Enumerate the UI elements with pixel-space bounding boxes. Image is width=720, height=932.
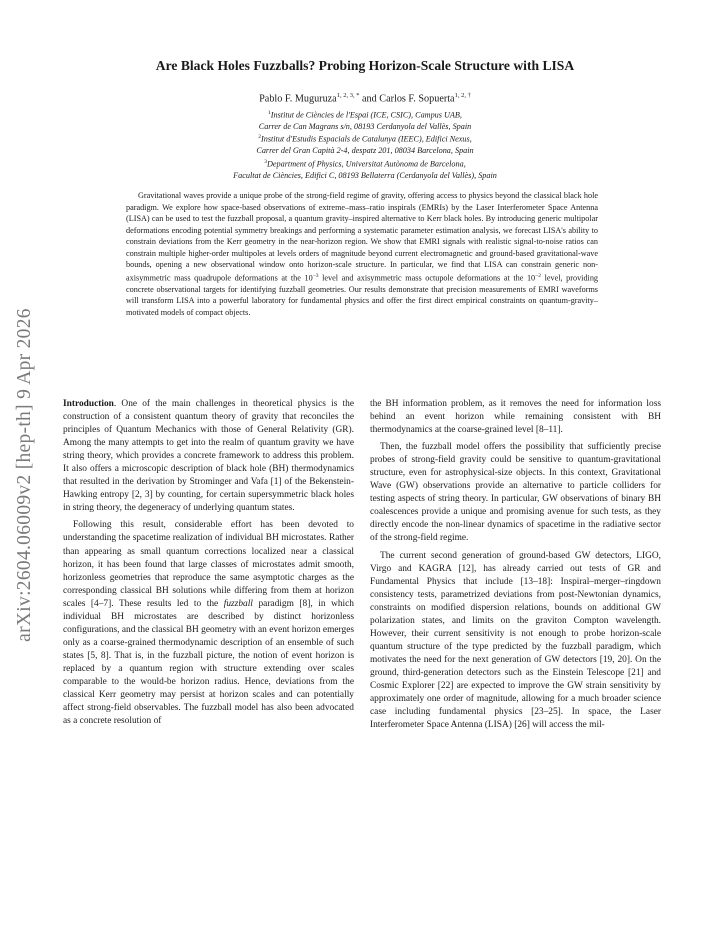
affiliation-line: Carrer de Can Magrans s/n, 08193 Cerdanyola del Vallès, Spain [258,122,472,132]
author-affiliation-marks: 1, 2, 3, * [336,92,360,99]
paragraph: the BH information problem, as it removes the need for information loss behind an event horizon while remaining consistent with BH thermodynamics at the coarse-grained level [8–11]. [370,399,661,436]
author-affiliation-marks: 1, 2, † [454,92,471,99]
right-column [370,398,661,732]
abstract-text: Gravitational waves provide a unique probe of the strong-field regime of gravity, offering access to physics beyond the classical black hole paradigm. We explore how space-based observations of extreme–mass–ratio inspirals (EMRIs) by the Laser Interferometer Space Antenna (LISA) can be used to test the fuzzball proposal, a quantum gravity–inspired alternative to Kerr black holes. By introducing generic multipolar deformations encoding potential symmetry breakings and performing a systematic parameter estimation analysis, we forecast LISA's ability to constrain deviations from the Kerr geometry in the near-horizon region. We show that EMRI signals with realistic signal-to-noise ratios can constrain multiple higher-order multipoles at levels orders of magnitude beyond current electromagnetic and ground-based gravitational-wave bounds, opening a new observational window onto horizon-scale structure. In particular, we find that LISA can constrain generic non-axisymmetric mass quadrupole deformations at the 10 [126,191,598,283]
abstract-text: level and axisymmetric mass octupole deformations at the 10 [318,273,536,283]
affiliation-line [60,108,670,121]
abstract-text: level, providing concrete observational targets for identifying fuzzball geometries. Our results demonstrate that precision measurements of EMRI waveforms will transform LISA into a powerful laboratory for fundamental physics and offer the first direct empirical constraints on quantum-gravity–motivated models of compact objects. [126,273,599,317]
paragraph-text: paradigm [8], in which individual BH microstates are described by distinct horizonless configurations, and the classical BH geometry with an event horizon emerges only as a coarse-grained thermodynamic description of an ensemble of such states [5, 8]. That is, in the fuzzball picture, the notion of event horizon is replaced by a quantum region with structure extending over scales comparable to the would-be horizon radius. Hence, deviations from the classical Kerr geometry may persist at horizon scales and can potentially affect strong-field observables. The fuzzball model has also been advocated as a concrete resolution of [63,598,354,727]
paragraph: Then, the fuzzball model offers the possibility that sufficiently precise probes of strong-field gravity could be sensitive to quantum-gravitational structure, even for astrophysical-size objects. In this context, Gravitational Wave (GW) observations provide an alternative to particle colliders for testing aspects of string theory. In particular, GW observations of binary BH coalescences provide a unique and promising avenue for such tests, as they directly encode the non-linear dynamics of spacetime in the radiative sector of the strong-field regime. [370,442,661,544]
affiliation-mark: 1 [268,110,271,116]
affiliation-mark: 2 [258,134,261,141]
section-heading: Introduction [63,399,114,409]
paragraph [63,519,354,728]
exponent: −2 [535,272,541,279]
arxiv-identifier-text: arXiv:2604.06009v2 [hep-th] 9 Apr 2026 [14,308,35,642]
paragraph-text: . One of the main challenges in theoretical physics is the construction of a consistent quantum theory of gravity that reconciles the principles of Quantum Mechanics with those of General Relativity (GR). Among the many attempts to get into the realm of quantum gravity we have string theory, which provides a concrete framework to address this problem. It also offers a microscopic description of black hole (BH) thermodynamics that resulted in the derivation by Strominger and Vafa [1] of the Bekenstein-Hawking entropy [2, 3] by counting, for certain supersymmetric black holes in string theory, the degeneracy of underlying quantum states. [63,399,354,514]
affiliation-text: Institut de Ciències de l'Espai (ICE, CSIC), Campus UAB, [270,110,462,120]
paragraph: The current second generation of ground-based GW detectors, LIGO, Virgo and KAGRA [12], has already carried out tests of GR and Fundamental Physics that include [13–18]: Inspiral–merger–ringdown consistency tests, parametrized deviations from post-Newtonian dynamics, constraints on modified dispersion relations, bounds on additional GW polarization states, and limits on the graviton Compton wavelength. However, their current sensitivity is not enough to probe horizon-scale quantum structure of the type predicted by the fuzzball paradigm, which motivates the need for the next generation of GW detectors [19, 20]. On the ground, third-generation detectors such as the Einstein Telescope [21] and Cosmic Explorer [22] are expected to improve the GW strain sensitivity by approximately one order of magnitude, allowing for a much broader science case including fundamental physics [23–25]. In space, the Laser Interferometer Space Antenna (LISA) [26] will access the mil- [370,550,661,731]
paragraph-text: Following this result, considerable effort has been devoted to understanding the spacetime realization of individual BH microstates. Rather than appearing as small quantum corrections localized near a classical horizon, it has been found that large classes of microstates admit smooth, horizonless geometries that reproduce the same asymptotic charges as the corresponding classical BH solutions while differing from them at horizon scales [4–7]. These results led to the [63,520,354,609]
author-name: Pablo F. Muguruza [259,93,337,105]
affiliation-line [60,132,670,145]
affiliation-mark: 3 [264,158,267,165]
paper-title: Are Black Holes Fuzzballs? Probing Horizon-Scale Structure with LISA [155,58,575,73]
author-conjunction: and [362,93,377,105]
arxiv-identifier-stamp [10,265,40,685]
exponent: −3 [312,272,319,279]
author-name: Carlos F. Sopuerta [379,93,455,105]
emphasized-term: fuzzball [223,598,253,609]
paragraph [63,398,354,515]
left-column [63,398,354,728]
affiliation-list [60,108,670,181]
affiliation-text: Institut d'Estudis Espacials de Catalunya (IEEC), Edifici Nexus, [261,135,472,145]
affiliation-line: Facultat de Ciències, Edifici C, 08193 Bellaterra (Cerdanyola del Vallès), Spain [233,170,497,180]
affiliation-text: Department of Physics, Universitat Autònoma de Barcelona, [267,159,466,169]
abstract [126,190,598,318]
affiliation-line [60,157,670,170]
author-list [60,92,670,104]
affiliation-line: Carrer del Gran Capità 2-4, despatz 201, 08034 Barcelona, Spain [256,146,474,156]
